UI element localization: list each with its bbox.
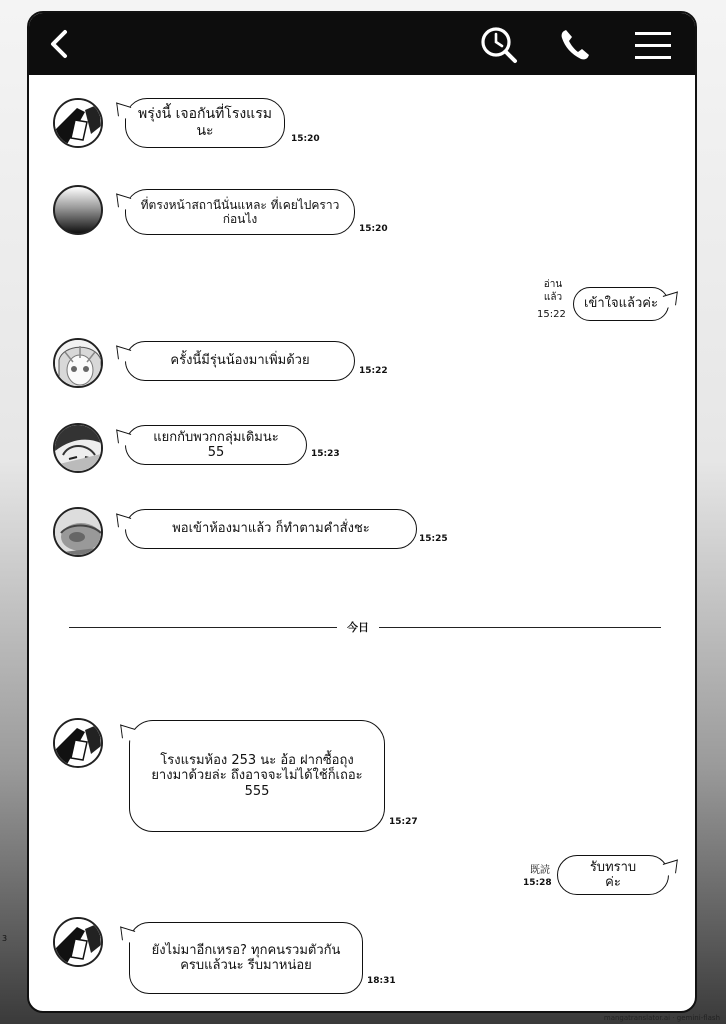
chat-area [29, 75, 695, 1013]
message-bubble[interactable] [557, 855, 669, 895]
message-time: 15:23 [311, 449, 340, 459]
message-time: 15:22 [359, 366, 388, 376]
top-bar [29, 13, 695, 75]
message-bubble[interactable] [125, 425, 307, 465]
hamburger-menu-icon[interactable] [635, 31, 671, 65]
chevron-left-icon[interactable] [45, 29, 73, 63]
message-text: พอเข้าห้องมาแล้ว ก็ทำตามคำสั่งชะ [172, 521, 370, 537]
date-divider-line [69, 627, 337, 628]
date-divider-line [379, 627, 661, 628]
message-text: พรุ่งนี้ เจอกันที่โรงแรม นะ [138, 106, 272, 139]
message-bubble[interactable] [125, 189, 355, 235]
message-bubble[interactable] [125, 98, 285, 148]
message-time: 15:28 [523, 878, 552, 888]
read-receipt: อ่าน แล้ว [543, 279, 563, 303]
phone-icon[interactable] [559, 27, 593, 67]
message-bubble[interactable] [573, 287, 669, 321]
message-time: 15:22 [537, 309, 566, 320]
message-text: รับทราบ ค่ะ [589, 859, 637, 890]
message-bubble[interactable] [129, 720, 385, 832]
message-bubble[interactable] [125, 341, 355, 381]
read-receipt: 既読 [530, 865, 550, 876]
message-text: โรงแรมห้อง 253 นะ อ้อ ฝากซื้อถุง ยางมาด้วยล่ะ ถึงอาจจะไม่ได้ใช้ก็เถอะ 555 [151, 753, 363, 799]
message-text: เข้าใจแล้วค่ะ [584, 296, 658, 312]
message-bubble[interactable] [129, 922, 363, 994]
message-text: ที่ตรงหน้าสถานีนั่นแหละ ที่เคยไปคราว ก่อนไง [140, 197, 340, 226]
avatar[interactable] [53, 423, 103, 473]
message-time: 15:27 [389, 817, 418, 827]
message-time: 15:20 [359, 224, 388, 234]
chat-window [27, 11, 697, 1013]
page-number: 3 [2, 934, 8, 943]
avatar[interactable] [53, 507, 103, 557]
avatar[interactable] [53, 917, 103, 967]
date-divider-label: 今日 [347, 621, 369, 634]
avatar[interactable] [53, 98, 103, 148]
credit-watermark: mangatranslator.ai · gemini-flash [603, 1014, 720, 1022]
avatar[interactable] [53, 718, 103, 768]
message-time: 18:31 [367, 976, 396, 986]
message-time: 15:20 [291, 134, 320, 144]
avatar[interactable] [53, 185, 103, 235]
message-time: 15:25 [419, 534, 448, 544]
message-text: ครั้งนี้มีรุ่นน้องมาเพิ่มด้วย [170, 353, 310, 369]
message-text: แยกกับพวกกลุ่มเดิมนะ 55 [153, 429, 279, 460]
message-text: ยังไม่มาอีกเหรอ? ทุกคนรวมตัวกัน ครบแล้วนะ รีบมาหน่อย [151, 942, 341, 973]
search-clock-icon[interactable] [479, 25, 519, 69]
message-bubble[interactable] [125, 509, 417, 549]
avatar[interactable] [53, 338, 103, 388]
